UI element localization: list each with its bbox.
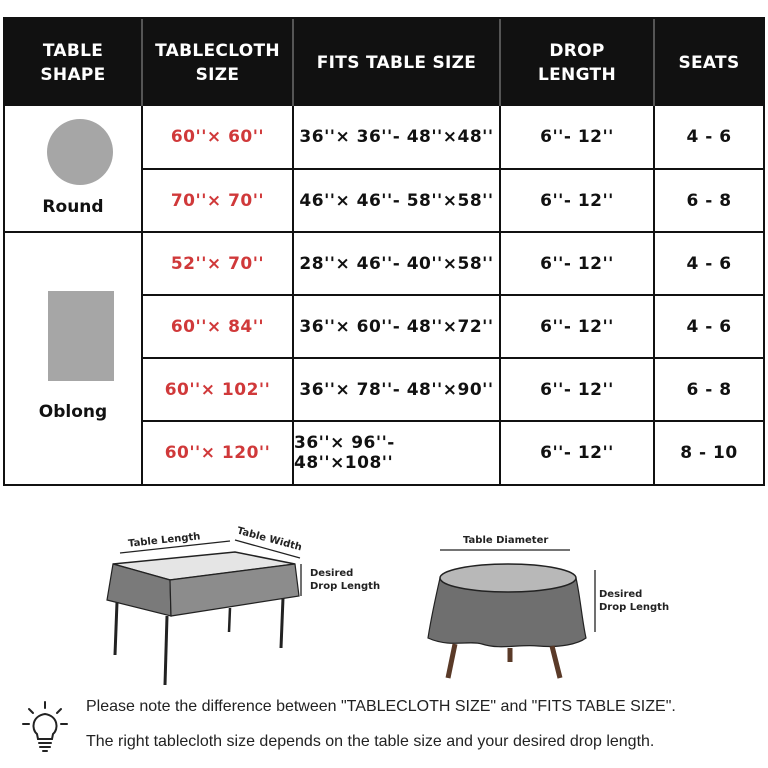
seats-cell: 6 - 8 bbox=[686, 379, 732, 400]
fits-table-size-cell: 36''× 78''- 48''×90'' bbox=[299, 379, 494, 400]
round-shape-icon bbox=[47, 119, 113, 185]
lightbulb-icon bbox=[20, 700, 70, 752]
header-drop-length: DROP LENGTH bbox=[538, 40, 616, 85]
note-line-1: Please note the difference between "TABLECLOTH SIZE" and "FITS TABLE SIZE". bbox=[86, 698, 676, 715]
seats-cell: 4 - 6 bbox=[686, 127, 732, 147]
rect-drop-length-label: Desired Drop Length bbox=[310, 568, 381, 592]
tablecloth-size-cell: 60''× 102'' bbox=[164, 379, 271, 400]
drop-length-cell: 6''- 12'' bbox=[540, 379, 614, 400]
header-divider bbox=[499, 19, 501, 106]
header-divider bbox=[141, 19, 143, 106]
drop-length-cell: 6''- 12'' bbox=[540, 190, 614, 211]
round-drop-length-label: Desired Drop Length bbox=[599, 589, 670, 613]
table-width-label: Table Width bbox=[235, 525, 303, 554]
seats-cell: 4 - 6 bbox=[686, 253, 732, 274]
seats-cell: 8 - 10 bbox=[680, 443, 738, 463]
fits-table-size-cell: 36''× 36''- 48''×48'' bbox=[299, 127, 494, 147]
tablecloth-size-cell: 60''× 84'' bbox=[170, 316, 265, 337]
oblong-shape-icon bbox=[48, 291, 114, 381]
drop-length-cell: 6''- 12'' bbox=[540, 127, 614, 147]
fits-table-size-cell: 36''× 60''- 48''×72'' bbox=[299, 316, 494, 337]
table-header bbox=[5, 19, 763, 106]
seats-cell: 6 - 8 bbox=[686, 190, 732, 211]
fits-table-size-cell: 36''× 96''- 48''×108'' bbox=[294, 433, 395, 473]
header-divider bbox=[292, 19, 294, 106]
table-length-label: Table Length bbox=[127, 531, 201, 550]
fits-table-size-cell: 46''× 46''- 58''×58'' bbox=[299, 190, 494, 211]
tablecloth-size-cell: 70''× 70'' bbox=[170, 190, 265, 211]
header-table-shape: TABLE SHAPE bbox=[40, 40, 106, 85]
note-line-2: The right tablecloth size depends on the table size and your desired drop length. bbox=[86, 733, 655, 750]
shape-label-oblong: Oblong bbox=[38, 402, 108, 422]
tablecloth-size-cell: 60''× 120'' bbox=[164, 443, 271, 463]
drop-length-cell: 6''- 12'' bbox=[540, 253, 614, 274]
fits-table-size-cell: 28''× 46''- 40''×58'' bbox=[299, 253, 494, 274]
drop-length-cell: 6''- 12'' bbox=[540, 316, 614, 337]
header-fits-table-size: FITS TABLE SIZE bbox=[316, 52, 477, 73]
table-diameter-label: Table Diameter bbox=[463, 535, 549, 546]
drop-length-cell: 6''- 12'' bbox=[540, 443, 614, 463]
shape-label-round: Round bbox=[42, 197, 104, 217]
tablecloth-size-cell: 52''× 70'' bbox=[170, 253, 265, 274]
tablecloth-size-cell: 60''× 60'' bbox=[170, 127, 265, 147]
header-tablecloth-size: TABLECLOTH SIZE bbox=[155, 40, 280, 85]
header-seats: SEATS bbox=[678, 52, 740, 73]
header-divider bbox=[653, 19, 655, 106]
size-chart-table bbox=[3, 17, 765, 486]
round-table-diagram bbox=[420, 540, 600, 685]
seats-cell: 4 - 6 bbox=[686, 316, 732, 337]
